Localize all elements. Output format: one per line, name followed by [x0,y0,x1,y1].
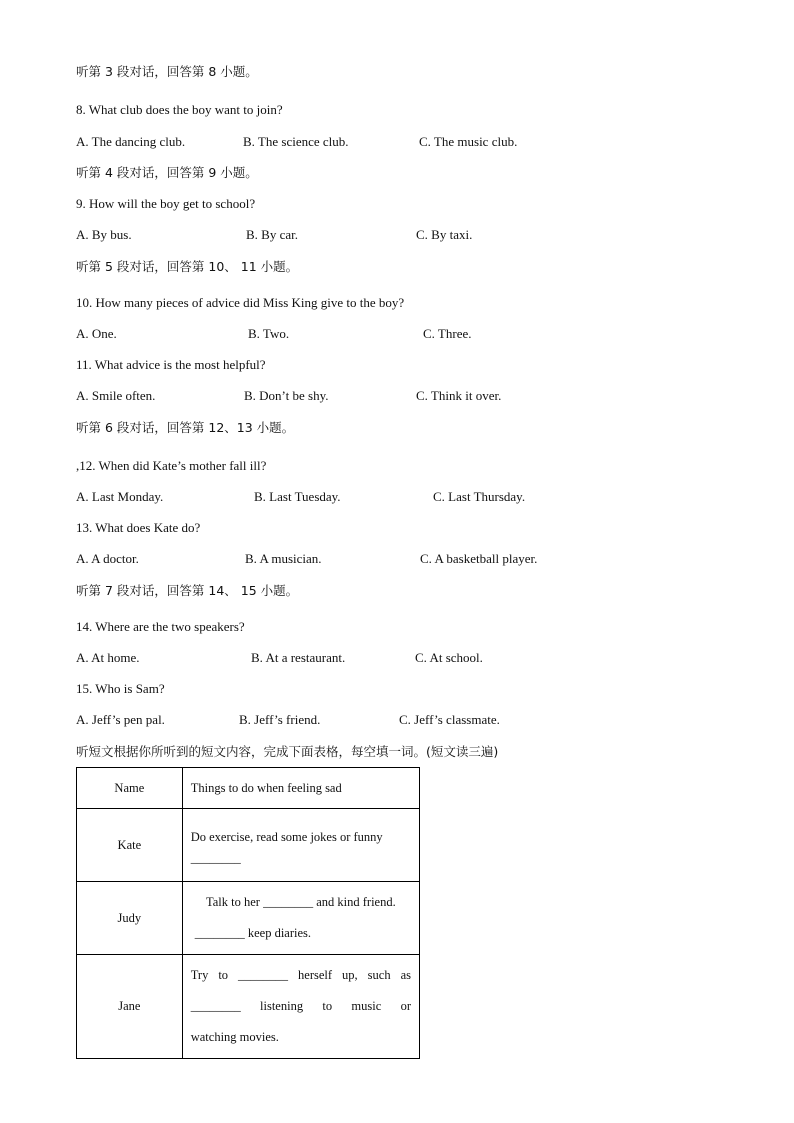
section-3-instruction: 听第 3 段对话，回答第 8 小题。 [76,64,258,79]
row-things-judy [182,882,419,955]
jane-line-2: ________ listening to music or [190,999,411,1013]
table-row [77,882,420,955]
section-7-instruction: 听第 7 段对话，回答第 14、 15 小题。 [76,583,299,598]
q8-option-b: B. The science club. [243,134,349,149]
kate-line-1: Do exercise, read some jokes or funny [190,829,383,844]
q10-option-a: A. One. [76,326,117,341]
question-8: 8. What club does the boy want to join? [76,102,283,117]
q11-option-c: C. Think it over. [416,388,502,403]
q11-option-b: B. Don’t be shy. [244,388,329,403]
q10-option-b: B. Two. [248,326,290,341]
question-9: 9. How will the boy get to school? [76,196,256,211]
fill-in-table [76,767,420,1059]
section-4-instruction: 听第 4 段对话，回答第 9 小题。 [76,165,258,180]
q9-option-a: A. By bus. [76,227,132,242]
q15-option-a: A. Jeff’s pen pal. [76,712,165,727]
judy-line-2: ________ keep diaries. [194,926,312,940]
q10-option-c: C. Three. [423,326,472,341]
question-12: ,12. When did Kate’s mother fall ill? [76,458,267,473]
jane-line-1: Try to ________ herself up, such as [190,968,411,982]
q9-option-c: C. By taxi. [416,227,473,242]
question-15: 15. Who is Sam? [76,681,165,696]
judy-line-1: Talk to her ________ and kind friend. [206,895,396,909]
question-14: 14. Where are the two speakers? [76,619,245,634]
header-things: Things to do when feeling sad [182,768,419,809]
q15-option-b: B. Jeff’s friend. [239,712,321,727]
kate-blank: ________ [190,850,241,865]
q14-option-b: B. At a restaurant. [251,650,346,665]
q13-option-c: C. A basketball player. [420,551,538,566]
row-name-judy: Judy [77,882,183,955]
q11-option-a: A. Smile often. [76,388,156,403]
q14-option-a: A. At home. [76,650,140,665]
section-5-instruction: 听第 5 段对话，回答第 10、 11 小题。 [76,259,299,274]
q12-option-c: C. Last Thursday. [433,489,526,504]
row-name-kate: Kate [77,809,183,882]
section-6-instruction: 听第 6 段对话，回答第 12、13 小题。 [76,420,295,435]
question-13: 13. What does Kate do? [76,520,201,535]
row-things-kate [182,809,419,882]
q8-option-a: A. The dancing club. [76,134,186,149]
q9-option-b: B. By car. [246,227,298,242]
q12-option-a: A. Last Monday. [76,489,164,504]
q12-option-b: B. Last Tuesday. [254,489,341,504]
jane-line-3: watching movies. [190,1030,279,1044]
q8-option-c: C. The music club. [419,134,518,149]
row-name-jane: Jane [77,955,183,1059]
table-row [77,809,420,882]
q13-option-b: B. A musician. [245,551,322,566]
table-row [77,955,420,1059]
passage-instruction: 听短文根据你所听到的短文内容，完成下面表格，每空填一词。(短文读三遍) [76,744,499,759]
question-10: 10. How many pieces of advice did Miss King give to the boy? [76,295,405,310]
row-things-jane [182,955,419,1059]
question-11: 11. What advice is the most helpful? [76,357,266,372]
q14-option-c: C. At school. [415,650,483,665]
header-name: Name [77,768,183,809]
q15-option-c: C. Jeff’s classmate. [399,712,500,727]
q13-option-a: A. A doctor. [76,551,139,566]
table-header-row [77,768,420,809]
